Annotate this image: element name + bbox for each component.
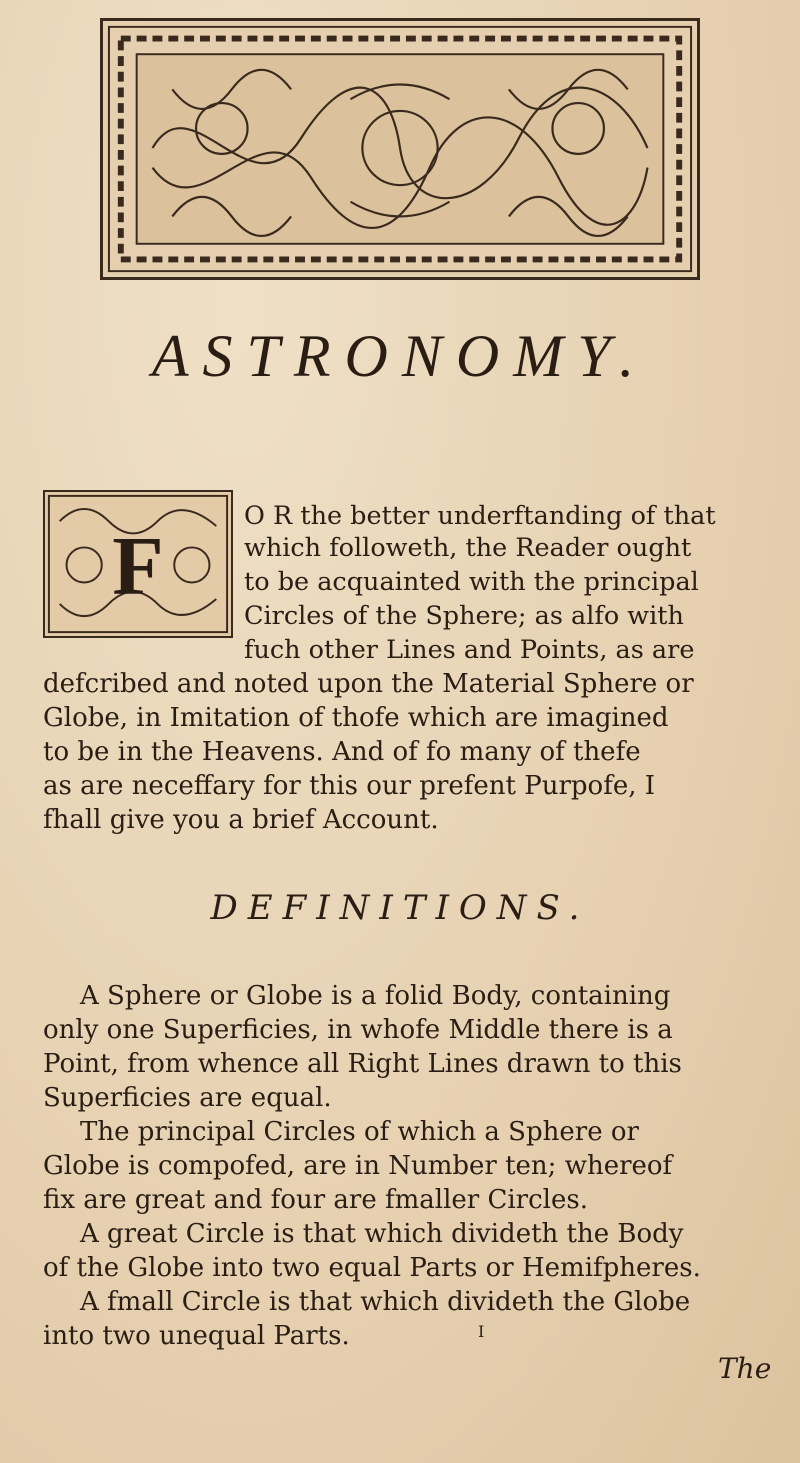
definition-3-line-1: A great Circle is that which divideth the Body	[80, 1219, 684, 1249]
ornamental-headpiece	[100, 18, 700, 280]
definition-1-line-1: A Sphere or Globe is a folid Body, containing	[80, 981, 671, 1011]
definition-4-line-1: A fmall Circle is that which divideth the Globe	[80, 1287, 691, 1317]
intro-line-8: to be in the Heavens. And of fo many of thefe	[43, 737, 641, 767]
intro-line-10: fhall give you a brief Account.	[43, 805, 439, 835]
headpiece-ornament-graphic	[103, 21, 697, 277]
decorated-initial	[43, 490, 233, 638]
catchword: The	[718, 1352, 772, 1385]
definition-1-line-2: only one Superficies, in whofe Middle there is a	[43, 1015, 673, 1045]
definition-4-line-2: into two unequal Parts.	[43, 1321, 350, 1351]
definition-1-line-3: Point, from whence all Right Lines drawn to this	[43, 1049, 682, 1079]
initial-ornament-graphic	[45, 492, 231, 636]
intro-line-5: fuch other Lines and Points, as are	[244, 635, 695, 665]
drop-cap-letter: F	[112, 520, 164, 614]
definition-2-line-2: Globe is compofed, are in Number ten; whereof	[43, 1151, 673, 1181]
intro-line-2: which followeth, the Reader ought	[244, 533, 692, 563]
intro-line-4: Circles of the Sphere; as alfo with	[244, 601, 684, 631]
intro-line-9: as are neceffary for this our prefent Purpofe, I	[43, 771, 656, 801]
intro-line-7: Globe, in Imitation of thofe which are imagined	[43, 703, 669, 733]
intro-line-1: O R the better underftanding of that	[244, 501, 716, 531]
section-heading: DEFINITIONS.	[210, 888, 590, 928]
definition-3-line-2: of the Globe into two equal Parts or Hemifpheres.	[43, 1253, 701, 1283]
definition-2-line-1: The principal Circles of which a Sphere or	[80, 1117, 639, 1147]
signature-mark: I	[478, 1322, 485, 1341]
intro-line-6: defcribed and noted upon the Material Sphere or	[43, 669, 694, 699]
definition-2-line-3: fix are great and four are fmaller Circles.	[43, 1185, 588, 1215]
intro-line-3: to be acquainted with the principal	[244, 567, 699, 597]
definition-1-line-4: Superficies are equal.	[43, 1083, 332, 1113]
page-title: ASTRONOMY.	[151, 323, 649, 389]
